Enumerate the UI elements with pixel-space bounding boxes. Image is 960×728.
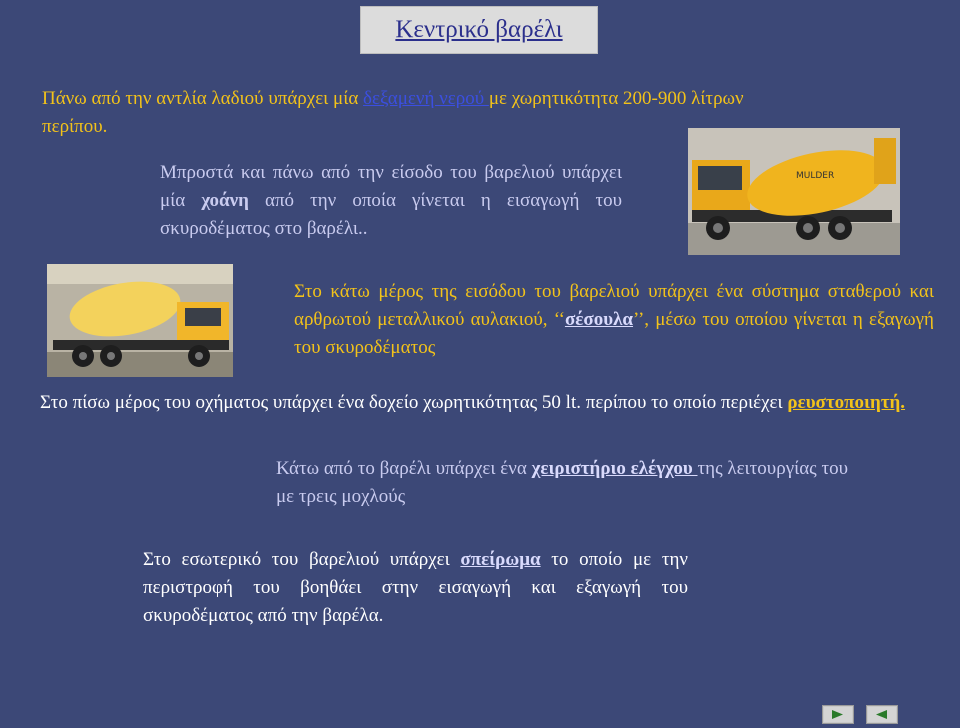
chute-link[interactable]: σέσουλα [564,309,634,330]
water-tank-link[interactable]: δεξαμενή νερού [363,88,489,109]
arrow-right-icon [823,706,853,723]
paragraph-spiral [143,546,688,630]
para3-text-end: ’’, μέσω του οποίου γίνεται η εξαγωγή του σκυροδέματος [294,309,934,358]
arrow-left-icon [867,706,897,723]
para5-text: Κάτω από το βαρέλι υπάρχει ένα [276,458,532,479]
truck-mixer-image-side [47,264,233,377]
para2-text-end: από την οποία γίνεται η εισαγωγή του σκυροδέματος στο βαρέλι.. [160,190,622,239]
hopper-term: χοάνη [201,190,249,211]
truck-mixer-image-front [688,128,900,255]
truck-brand-label: MULDER [796,171,835,181]
para1-text-end: με χωρητικότητα 200-900 λίτρων περίπου. [42,88,744,137]
para4-text: Στο πίσω μέρος του οχήματος υπάρχει ένα δοχείο χωρητικότητας 50 lt. περίπου το οποίο περιέχει [40,392,788,413]
paragraph-hopper [160,159,622,243]
paragraph-control [276,455,848,511]
paragraph-water-tank [42,85,782,141]
para6-text-end: το οποίο με την περιστροφή του βοηθάει στην εισαγωγή και εξαγωγή του σκυροδέματος από την βαρέλα. [143,549,688,626]
control-link[interactable]: χειριστήριο ελέγχου [531,458,698,479]
title-box [360,6,598,54]
para5-text-end: της λειτουργίας του με τρεις μοχλούς [276,458,849,507]
para6-text: Στο εσωτερικό του βαρελιού υπάρχει [143,549,461,570]
previous-slide-button[interactable] [866,705,898,724]
para3-text: Στο κάτω μέρος της εισόδου του βαρελιού υπάρχει ένα σύστημα σταθερού και αρθρωτού μεταλλικού αυλακιού, ‘‘ [294,281,934,330]
next-slide-button[interactable] [822,705,854,724]
spiral-link[interactable]: σπείρωμα [460,549,541,570]
para2-text: Μπροστά και πάνω από την είσοδο του βαρελιού υπάρχει μία [160,162,622,211]
plasticizer-link[interactable]: ρευστοποιητή. [787,392,906,413]
paragraph-plasticizer [40,389,955,417]
page-title: Κεντρικό βαρέλι [395,16,563,43]
paragraph-chute [294,278,934,362]
para1-text: Πάνω από την αντλία λαδιού υπάρχει μία [42,88,364,109]
